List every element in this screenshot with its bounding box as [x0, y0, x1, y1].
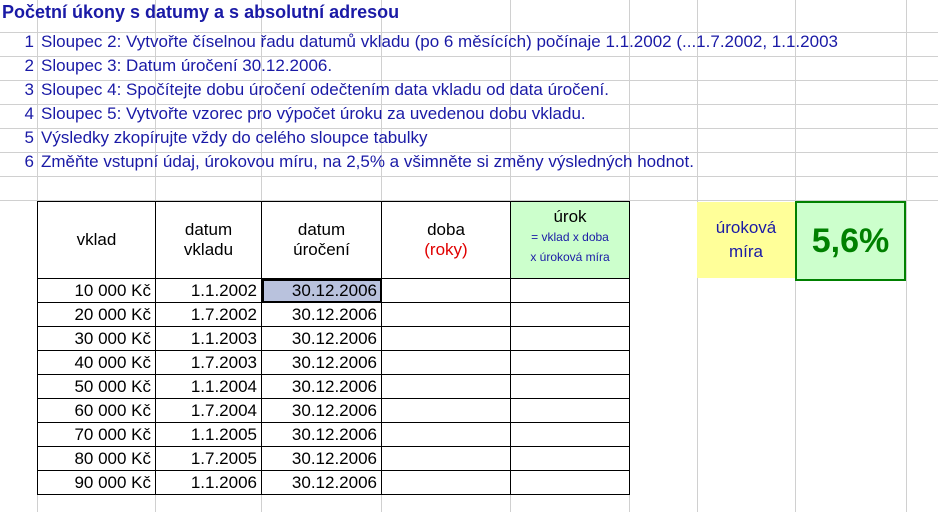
cell-datum-vkladu[interactable]: 1.1.2005 — [156, 423, 262, 447]
cell-datum-vkladu[interactable]: 1.1.2002 — [156, 279, 262, 303]
table-row — [38, 471, 630, 495]
header-formula: = vklad x doba — [531, 230, 609, 244]
instruction-row[interactable] — [0, 152, 938, 176]
cell-datum-uroceni[interactable]: 30.12.2006 — [262, 471, 382, 495]
instruction-text: Sloupec 3: Datum úročení 30.12.2006. — [41, 56, 333, 75]
cell-urok[interactable] — [511, 279, 630, 303]
cell-urok[interactable] — [511, 351, 630, 375]
cell-doba[interactable] — [382, 447, 511, 471]
instruction-number: 6 — [24, 152, 34, 171]
cell-vklad[interactable]: 70 000 Kč — [38, 423, 156, 447]
cell-vklad[interactable]: 20 000 Kč — [38, 303, 156, 327]
instruction-text: Změňte vstupní údaj, úrokovou míru, na 2,5% a všimněte si změny výsledných hodnot. — [41, 152, 694, 171]
cell-urok[interactable] — [511, 375, 630, 399]
table-row — [38, 399, 630, 423]
cell-datum-uroceni[interactable]: 30.12.2006 — [262, 303, 382, 327]
instruction-text: Sloupec 4: Spočítejte dobu úročení odečtením data vkladu od data úročení. — [41, 80, 609, 99]
cell-doba[interactable] — [382, 327, 511, 351]
cell-datum-vkladu[interactable]: 1.7.2004 — [156, 399, 262, 423]
table-row — [38, 351, 630, 375]
header-cell-datum-vkladu[interactable] — [156, 202, 262, 279]
rate-label-line: úroková — [715, 218, 777, 237]
cell-datum-vkladu[interactable]: 1.1.2006 — [156, 471, 262, 495]
header-label: úročení — [293, 240, 350, 259]
cell-datum-uroceni[interactable]: 30.12.2006 — [262, 351, 382, 375]
cell-doba[interactable] — [382, 303, 511, 327]
header-label: vkladu — [183, 240, 234, 259]
cell-doba[interactable] — [382, 423, 511, 447]
header-label: vklad — [76, 230, 117, 249]
table-row — [38, 279, 630, 303]
cell-doba[interactable] — [382, 279, 511, 303]
instruction-number: 5 — [24, 128, 34, 147]
cell-doba[interactable] — [382, 399, 511, 423]
cell-urok[interactable] — [511, 471, 630, 495]
instruction-text: Výsledky zkopírujte vždy do celého sloupce tabulky — [41, 128, 428, 147]
cell-vklad[interactable]: 50 000 Kč — [38, 375, 156, 399]
instruction-row[interactable] — [0, 56, 938, 80]
cell-vklad[interactable]: 40 000 Kč — [38, 351, 156, 375]
cell-datum-vkladu[interactable]: 1.7.2002 — [156, 303, 262, 327]
cell-vklad[interactable]: 30 000 Kč — [38, 327, 156, 351]
cell-datum-uroceni[interactable]: 30.12.2006 — [262, 447, 382, 471]
table-row — [38, 303, 630, 327]
instruction-number: 2 — [24, 56, 34, 75]
interest-rate-label[interactable] — [697, 202, 795, 278]
table-header-row — [38, 202, 630, 279]
instruction-text: Sloupec 5: Vytvořte vzorec pro výpočet úroku za uvedenou dobu vkladu. — [41, 104, 586, 123]
rate-label-line: míra — [729, 242, 763, 261]
cell-vklad[interactable]: 10 000 Kč — [38, 279, 156, 303]
header-label: datum — [184, 220, 233, 239]
header-label: datum — [297, 220, 346, 239]
cell-vklad[interactable]: 90 000 Kč — [38, 471, 156, 495]
instruction-number: 1 — [24, 32, 34, 51]
table-row — [38, 447, 630, 471]
instruction-number: 4 — [24, 104, 34, 123]
header-cell-doba[interactable] — [382, 202, 511, 279]
instruction-row[interactable] — [0, 32, 938, 56]
cell-datum-uroceni[interactable]: 30.12.2006 — [262, 399, 382, 423]
cell-urok[interactable] — [511, 447, 630, 471]
instruction-row[interactable] — [0, 128, 938, 152]
cell-vklad[interactable]: 60 000 Kč — [38, 399, 156, 423]
table-row — [38, 327, 630, 351]
cell-doba[interactable] — [382, 471, 511, 495]
instruction-number: 3 — [24, 80, 34, 99]
cell-urok[interactable] — [511, 303, 630, 327]
header-cell-datum-uroceni[interactable] — [262, 202, 382, 279]
cell-datum-uroceni[interactable]: 30.12.2006 — [262, 375, 382, 399]
cell-doba[interactable] — [382, 375, 511, 399]
cell-datum-vkladu[interactable]: 1.7.2003 — [156, 351, 262, 375]
deposit-table — [37, 201, 630, 495]
header-label: (roky) — [424, 240, 468, 259]
cell-datum-uroceni-selected[interactable]: 30.12.2006 — [262, 279, 382, 303]
cell-datum-vkladu[interactable]: 1.1.2003 — [156, 327, 262, 351]
table-row — [38, 375, 630, 399]
header-cell-vklad[interactable] — [38, 202, 156, 279]
header-label: úrok — [553, 207, 587, 226]
cell-datum-vkladu[interactable]: 1.1.2004 — [156, 375, 262, 399]
cell-vklad[interactable]: 80 000 Kč — [38, 447, 156, 471]
instruction-row[interactable] — [0, 80, 938, 104]
table-row — [38, 423, 630, 447]
cell-urok[interactable] — [511, 399, 630, 423]
instruction-row[interactable] — [0, 104, 938, 128]
cell-datum-vkladu[interactable]: 1.7.2005 — [156, 447, 262, 471]
cell-datum-uroceni[interactable]: 30.12.2006 — [262, 423, 382, 447]
interest-rate-cell[interactable]: 5,6% — [795, 201, 906, 281]
instruction-text: Sloupec 2: Vytvořte číselnou řadu datumů vkladu (po 6 měsících) počínaje 1.1.2002 (...1.7.2002, 1.1.2003 — [41, 32, 838, 51]
header-formula: x úroková míra — [530, 250, 610, 264]
header-label: doba — [427, 220, 465, 239]
cell-urok[interactable] — [511, 327, 630, 351]
sheet-title[interactable]: Početní úkony s datumy a s absolutní adresou — [2, 2, 400, 22]
header-cell-urok[interactable] — [511, 202, 630, 279]
cell-doba[interactable] — [382, 351, 511, 375]
cell-datum-uroceni[interactable]: 30.12.2006 — [262, 327, 382, 351]
cell-urok[interactable] — [511, 423, 630, 447]
